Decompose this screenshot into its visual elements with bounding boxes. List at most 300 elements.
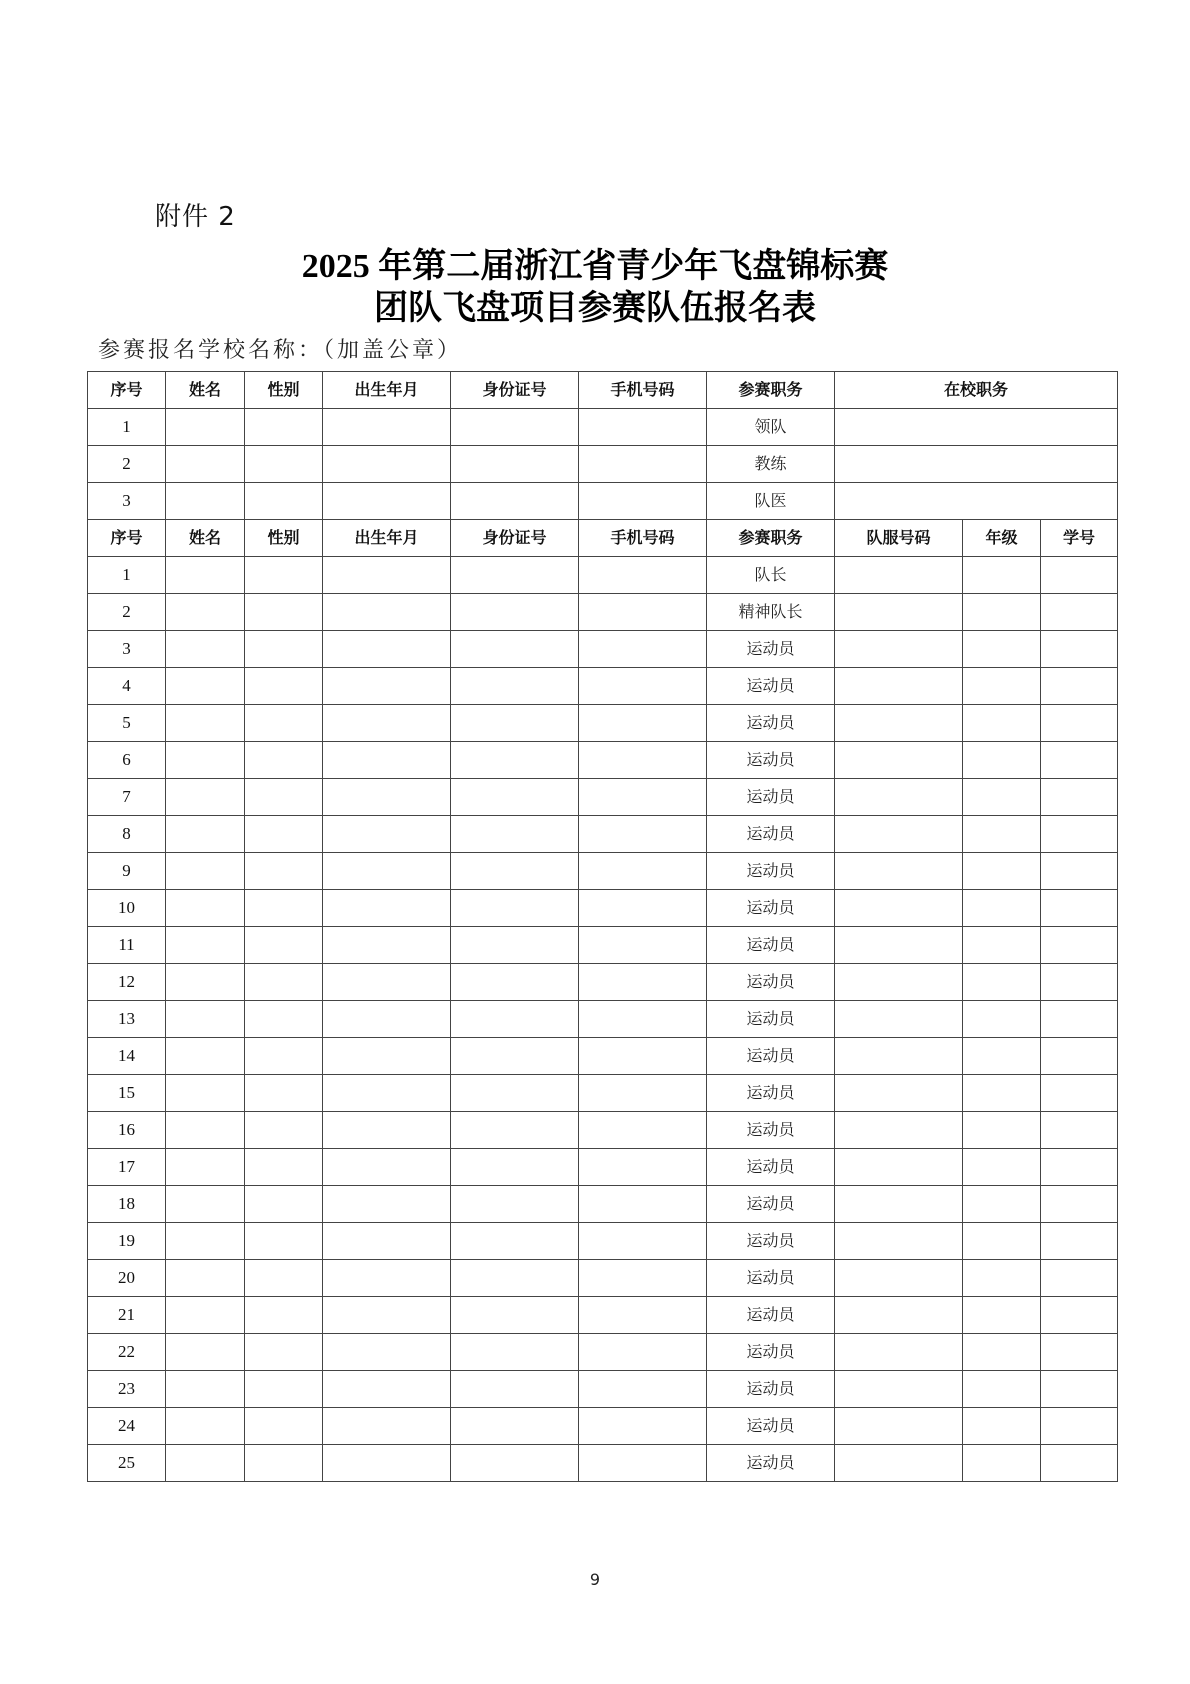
name-cell [166, 668, 245, 705]
name-cell [166, 409, 245, 446]
player-column-header: 序号 [88, 520, 166, 557]
role-cell: 运动员 [707, 1075, 835, 1112]
name-cell [166, 631, 245, 668]
phone-cell [579, 1038, 707, 1075]
birth-date-cell [323, 1371, 451, 1408]
student-id-cell [1041, 1334, 1118, 1371]
student-id-cell [1041, 964, 1118, 1001]
birth-date-cell [323, 853, 451, 890]
student-id-cell [1041, 1149, 1118, 1186]
id-number-cell [451, 1075, 579, 1112]
role-cell: 运动员 [707, 705, 835, 742]
row-number: 25 [88, 1445, 166, 1482]
birth-date-cell [323, 1408, 451, 1445]
player-row [88, 1371, 1118, 1408]
role-cell: 运动员 [707, 1445, 835, 1482]
jersey-number-cell [835, 1445, 963, 1482]
birth-date-cell [323, 483, 451, 520]
grade-cell [963, 1001, 1041, 1038]
jersey-number-cell [835, 1112, 963, 1149]
id-number-cell [451, 742, 579, 779]
phone-cell [579, 1223, 707, 1260]
name-cell [166, 1075, 245, 1112]
row-number: 6 [88, 742, 166, 779]
student-id-cell [1041, 557, 1118, 594]
name-cell [166, 446, 245, 483]
gender-cell [245, 631, 323, 668]
player-row [88, 742, 1118, 779]
jersey-number-cell [835, 1371, 963, 1408]
player-column-header: 年级 [963, 520, 1041, 557]
name-cell [166, 1001, 245, 1038]
role-cell: 运动员 [707, 964, 835, 1001]
role-cell: 运动员 [707, 1001, 835, 1038]
row-number: 3 [88, 483, 166, 520]
role-cell: 运动员 [707, 668, 835, 705]
phone-cell [579, 853, 707, 890]
phone-cell [579, 1075, 707, 1112]
id-number-cell [451, 1260, 579, 1297]
student-id-cell [1041, 1445, 1118, 1482]
jersey-number-cell [835, 1149, 963, 1186]
jersey-number-cell [835, 742, 963, 779]
birth-date-cell [323, 446, 451, 483]
row-number: 14 [88, 1038, 166, 1075]
birth-date-cell [323, 742, 451, 779]
birth-date-cell [323, 1334, 451, 1371]
student-id-cell [1041, 668, 1118, 705]
player-row [88, 853, 1118, 890]
player-row [88, 1408, 1118, 1445]
player-row [88, 1112, 1118, 1149]
jersey-number-cell [835, 1186, 963, 1223]
student-id-cell [1041, 927, 1118, 964]
grade-cell [963, 668, 1041, 705]
player-row [88, 705, 1118, 742]
id-number-cell [451, 1186, 579, 1223]
player-row [88, 594, 1118, 631]
staff-row [88, 446, 1118, 483]
name-cell [166, 853, 245, 890]
student-id-cell [1041, 779, 1118, 816]
id-number-cell [451, 1334, 579, 1371]
jersey-number-cell [835, 1001, 963, 1038]
student-id-cell [1041, 1001, 1118, 1038]
gender-cell [245, 1371, 323, 1408]
phone-cell [579, 1186, 707, 1223]
birth-date-cell [323, 964, 451, 1001]
gender-cell [245, 964, 323, 1001]
grade-cell [963, 1223, 1041, 1260]
row-number: 3 [88, 631, 166, 668]
name-cell [166, 1371, 245, 1408]
grade-cell [963, 1445, 1041, 1482]
id-number-cell [451, 1149, 579, 1186]
row-number: 5 [88, 705, 166, 742]
id-number-cell [451, 1223, 579, 1260]
player-column-header: 性别 [245, 520, 323, 557]
attachment-label: 附件 2 [155, 202, 236, 232]
jersey-number-cell [835, 594, 963, 631]
gender-cell [245, 594, 323, 631]
gender-cell [245, 927, 323, 964]
id-number-cell [451, 631, 579, 668]
phone-cell [579, 1001, 707, 1038]
birth-date-cell [323, 1001, 451, 1038]
phone-cell [579, 1334, 707, 1371]
gender-cell [245, 1075, 323, 1112]
grade-cell [963, 631, 1041, 668]
school-position-cell [835, 483, 1118, 520]
grade-cell [963, 1112, 1041, 1149]
student-id-cell [1041, 742, 1118, 779]
phone-cell [579, 927, 707, 964]
row-number: 21 [88, 1297, 166, 1334]
birth-date-cell [323, 705, 451, 742]
phone-cell [579, 668, 707, 705]
role-cell: 运动员 [707, 1297, 835, 1334]
player-row [88, 964, 1118, 1001]
player-column-header: 学号 [1041, 520, 1118, 557]
birth-date-cell [323, 1149, 451, 1186]
birth-date-cell [323, 1075, 451, 1112]
id-number-cell [451, 1445, 579, 1482]
grade-cell [963, 1408, 1041, 1445]
phone-cell [579, 1408, 707, 1445]
player-row [88, 1075, 1118, 1112]
role-cell: 队医 [707, 483, 835, 520]
jersey-number-cell [835, 1334, 963, 1371]
gender-cell [245, 1038, 323, 1075]
jersey-number-cell [835, 1408, 963, 1445]
role-cell: 运动员 [707, 1149, 835, 1186]
birth-date-cell [323, 1260, 451, 1297]
grade-cell [963, 1297, 1041, 1334]
gender-cell [245, 742, 323, 779]
birth-date-cell [323, 1297, 451, 1334]
id-number-cell [451, 964, 579, 1001]
player-column-header: 姓名 [166, 520, 245, 557]
phone-cell [579, 779, 707, 816]
jersey-number-cell [835, 705, 963, 742]
player-row [88, 1186, 1118, 1223]
role-cell: 运动员 [707, 890, 835, 927]
gender-cell [245, 1297, 323, 1334]
row-number: 18 [88, 1186, 166, 1223]
id-number-cell [451, 779, 579, 816]
id-number-cell [451, 409, 579, 446]
role-cell: 运动员 [707, 816, 835, 853]
name-cell [166, 1408, 245, 1445]
player-column-header: 队服号码 [835, 520, 963, 557]
player-row [88, 1001, 1118, 1038]
birth-date-cell [323, 927, 451, 964]
grade-cell [963, 927, 1041, 964]
role-cell: 运动员 [707, 1260, 835, 1297]
id-number-cell [451, 1001, 579, 1038]
role-cell: 运动员 [707, 927, 835, 964]
student-id-cell [1041, 1260, 1118, 1297]
id-number-cell [451, 705, 579, 742]
jersey-number-cell [835, 927, 963, 964]
jersey-number-cell [835, 1260, 963, 1297]
birth-date-cell [323, 1038, 451, 1075]
row-number: 16 [88, 1112, 166, 1149]
grade-cell [963, 1371, 1041, 1408]
gender-cell [245, 409, 323, 446]
name-cell [166, 1223, 245, 1260]
birth-date-cell [323, 1445, 451, 1482]
row-number: 1 [88, 557, 166, 594]
id-number-cell [451, 1371, 579, 1408]
grade-cell [963, 557, 1041, 594]
grade-cell [963, 1260, 1041, 1297]
row-number: 17 [88, 1149, 166, 1186]
role-cell: 领队 [707, 409, 835, 446]
role-cell: 运动员 [707, 1038, 835, 1075]
jersey-number-cell [835, 1297, 963, 1334]
row-number: 12 [88, 964, 166, 1001]
jersey-number-cell [835, 668, 963, 705]
player-row [88, 631, 1118, 668]
player-row [88, 668, 1118, 705]
birth-date-cell [323, 631, 451, 668]
gender-cell [245, 1408, 323, 1445]
gender-cell [245, 1334, 323, 1371]
player-row [88, 816, 1118, 853]
student-id-cell [1041, 631, 1118, 668]
row-number: 2 [88, 446, 166, 483]
staff-column-header: 姓名 [166, 372, 245, 409]
name-cell [166, 816, 245, 853]
role-cell: 运动员 [707, 853, 835, 890]
player-row [88, 1038, 1118, 1075]
row-number: 10 [88, 890, 166, 927]
student-id-cell [1041, 890, 1118, 927]
phone-cell [579, 1260, 707, 1297]
gender-cell [245, 483, 323, 520]
name-cell [166, 594, 245, 631]
role-cell: 运动员 [707, 1371, 835, 1408]
jersey-number-cell [835, 1038, 963, 1075]
row-number: 24 [88, 1408, 166, 1445]
gender-cell [245, 668, 323, 705]
id-number-cell [451, 483, 579, 520]
gender-cell [245, 1223, 323, 1260]
player-row [88, 1223, 1118, 1260]
gender-cell [245, 1112, 323, 1149]
id-number-cell [451, 890, 579, 927]
name-cell [166, 890, 245, 927]
role-cell: 运动员 [707, 1186, 835, 1223]
row-number: 23 [88, 1371, 166, 1408]
gender-cell [245, 816, 323, 853]
birth-date-cell [323, 668, 451, 705]
birth-date-cell [323, 1223, 451, 1260]
staff-row [88, 409, 1118, 446]
id-number-cell [451, 446, 579, 483]
student-id-cell [1041, 1186, 1118, 1223]
name-cell [166, 557, 245, 594]
name-cell [166, 1297, 245, 1334]
gender-cell [245, 1445, 323, 1482]
id-number-cell [451, 668, 579, 705]
name-cell [166, 1112, 245, 1149]
phone-cell [579, 557, 707, 594]
phone-cell [579, 742, 707, 779]
name-cell [166, 1038, 245, 1075]
grade-cell [963, 853, 1041, 890]
grade-cell [963, 779, 1041, 816]
player-row [88, 557, 1118, 594]
phone-cell [579, 816, 707, 853]
phone-cell [579, 446, 707, 483]
gender-cell [245, 853, 323, 890]
jersey-number-cell [835, 964, 963, 1001]
gender-cell [245, 890, 323, 927]
staff-column-header: 出生年月 [323, 372, 451, 409]
staff-column-header: 手机号码 [579, 372, 707, 409]
staff-column-header: 参赛职务 [707, 372, 835, 409]
staff-header-row [88, 372, 1118, 409]
student-id-cell [1041, 1297, 1118, 1334]
staff-column-header: 性别 [245, 372, 323, 409]
gender-cell [245, 1186, 323, 1223]
student-id-cell [1041, 594, 1118, 631]
student-id-cell [1041, 705, 1118, 742]
registration-table [87, 371, 1118, 1482]
grade-cell [963, 964, 1041, 1001]
birth-date-cell [323, 557, 451, 594]
player-row [88, 779, 1118, 816]
grade-cell [963, 594, 1041, 631]
row-number: 2 [88, 594, 166, 631]
title-line-2: 团队飞盘项目参赛队伍报名表 [374, 290, 816, 327]
birth-date-cell [323, 1112, 451, 1149]
player-row [88, 1297, 1118, 1334]
phone-cell [579, 705, 707, 742]
phone-cell [579, 1445, 707, 1482]
role-cell: 运动员 [707, 1408, 835, 1445]
gender-cell [245, 1149, 323, 1186]
birth-date-cell [323, 816, 451, 853]
birth-date-cell [323, 594, 451, 631]
phone-cell [579, 409, 707, 446]
birth-date-cell [323, 890, 451, 927]
player-row [88, 890, 1118, 927]
student-id-cell [1041, 853, 1118, 890]
player-row [88, 1334, 1118, 1371]
grade-cell [963, 890, 1041, 927]
jersey-number-cell [835, 1223, 963, 1260]
name-cell [166, 927, 245, 964]
row-number: 9 [88, 853, 166, 890]
school-position-cell [835, 409, 1118, 446]
phone-cell [579, 594, 707, 631]
id-number-cell [451, 853, 579, 890]
phone-cell [579, 631, 707, 668]
id-number-cell [451, 594, 579, 631]
staff-column-header: 在校职务 [835, 372, 1118, 409]
name-cell [166, 1260, 245, 1297]
phone-cell [579, 1112, 707, 1149]
student-id-cell [1041, 1075, 1118, 1112]
id-number-cell [451, 557, 579, 594]
grade-cell [963, 816, 1041, 853]
name-cell [166, 705, 245, 742]
role-cell: 运动员 [707, 742, 835, 779]
role-cell: 运动员 [707, 1334, 835, 1371]
player-row [88, 1445, 1118, 1482]
id-number-cell [451, 1297, 579, 1334]
name-cell [166, 779, 245, 816]
row-number: 8 [88, 816, 166, 853]
gender-cell [245, 705, 323, 742]
student-id-cell [1041, 1112, 1118, 1149]
grade-cell [963, 1186, 1041, 1223]
name-cell [166, 1334, 245, 1371]
registration-table-body [88, 372, 1118, 1482]
title-line-1: 2025 年第二届浙江省青少年飞盘锦标赛 [301, 248, 889, 285]
name-cell [166, 1186, 245, 1223]
id-number-cell [451, 927, 579, 964]
grade-cell [963, 1334, 1041, 1371]
role-cell: 运动员 [707, 1112, 835, 1149]
id-number-cell [451, 1038, 579, 1075]
phone-cell [579, 1297, 707, 1334]
row-number: 22 [88, 1334, 166, 1371]
role-cell: 运动员 [707, 631, 835, 668]
name-cell [166, 964, 245, 1001]
birth-date-cell [323, 409, 451, 446]
id-number-cell [451, 1112, 579, 1149]
phone-cell [579, 964, 707, 1001]
name-cell [166, 483, 245, 520]
student-id-cell [1041, 1408, 1118, 1445]
student-id-cell [1041, 1038, 1118, 1075]
phone-cell [579, 483, 707, 520]
grade-cell [963, 1038, 1041, 1075]
page-number: 9 [589, 1570, 601, 1589]
jersey-number-cell [835, 557, 963, 594]
staff-column-header: 序号 [88, 372, 166, 409]
phone-cell [579, 1149, 707, 1186]
jersey-number-cell [835, 631, 963, 668]
school-position-cell [835, 446, 1118, 483]
gender-cell [245, 779, 323, 816]
id-number-cell [451, 816, 579, 853]
player-column-header: 手机号码 [579, 520, 707, 557]
row-number: 7 [88, 779, 166, 816]
row-number: 13 [88, 1001, 166, 1038]
role-cell: 运动员 [707, 1223, 835, 1260]
row-number: 20 [88, 1260, 166, 1297]
birth-date-cell [323, 1186, 451, 1223]
player-column-header: 身份证号 [451, 520, 579, 557]
jersey-number-cell [835, 779, 963, 816]
name-cell [166, 1445, 245, 1482]
row-number: 19 [88, 1223, 166, 1260]
gender-cell [245, 1001, 323, 1038]
name-cell [166, 1149, 245, 1186]
school-name-label: 参赛报名学校名称：（加盖公章） [98, 338, 463, 363]
player-row [88, 1260, 1118, 1297]
staff-row [88, 483, 1118, 520]
row-number: 15 [88, 1075, 166, 1112]
student-id-cell [1041, 1223, 1118, 1260]
player-row [88, 1149, 1118, 1186]
id-number-cell [451, 1408, 579, 1445]
